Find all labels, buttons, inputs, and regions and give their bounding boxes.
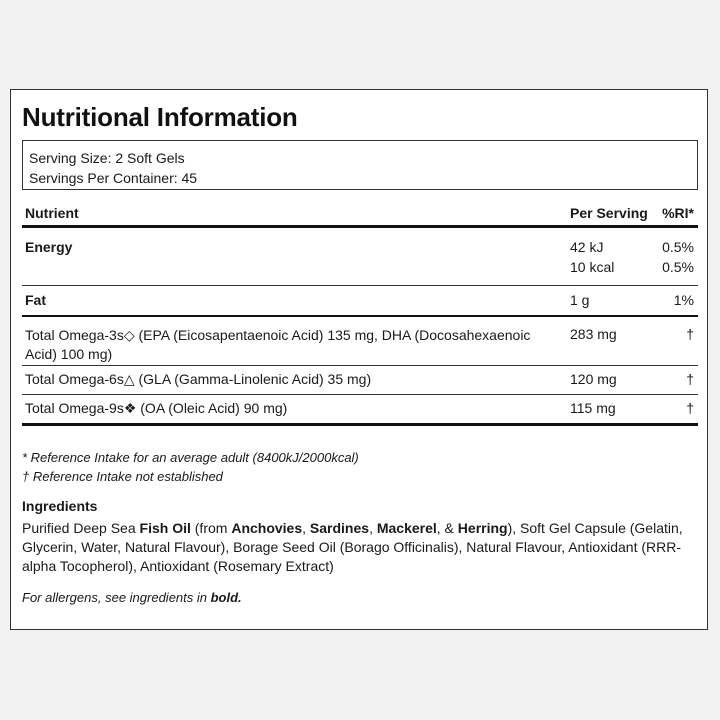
table-row-omega3 [22,317,698,366]
ingredient-part-bold: Herring [457,520,508,536]
omega3-label: Total Omega-3s◇ (EPA (Eicosapentaenoic Acid) 135 mg, DHA (Docosahexaenoic Acid) 100 mg) [25,327,531,362]
table-row-energy-kj [22,228,698,258]
ingredient-part: (from [190,520,232,536]
table-row-omega6 [22,366,698,395]
allergen-note-text: For allergens, see ingredients in [22,590,211,605]
footnotes [22,448,359,486]
energy-kcal-value: 10 kcal [570,259,615,275]
ingredient-part: , & [436,520,458,536]
table-header-row [22,200,698,228]
omega9-ri: † [686,400,694,416]
omega6-ri: † [686,371,694,387]
serving-info-box [22,140,698,190]
omega9-label: Total Omega-9s❖ (OA (Oleic Acid) 90 mg) [25,400,288,416]
ingredient-part: Purified Deep Sea [22,520,140,536]
ingredient-part-bold: Mackerel [376,520,437,536]
nutrition-panel [10,89,708,630]
ingredient-part-bold: Fish Oil [139,520,191,536]
table-row-fat [22,286,698,317]
ingredient-part: , [302,520,310,536]
ingredient-part-bold: Anchovies [231,520,303,536]
energy-label: Energy [25,239,73,255]
serving-size: Serving Size: 2 Soft Gels [29,150,185,166]
ingredient-part-bold: Sardines [309,520,370,536]
energy-kcal-ri: 0.5% [662,259,694,275]
omega6-label: Total Omega-6s△ (GLA (Gamma-Linolenic Acid) 35 mg) [25,371,372,387]
ingredient-part: , [369,520,377,536]
fat-label: Fat [25,292,46,308]
header-nutrient: Nutrient [25,205,79,221]
fat-ri: 1% [673,292,694,308]
nutrition-table [22,200,698,426]
footnote-dagger: † Reference Intake not established [22,469,223,484]
fat-value: 1 g [570,292,590,308]
header-per-serving: Per Serving [570,205,648,221]
omega3-ri: † [686,326,694,342]
omega9-value: 115 mg [570,400,616,416]
ingredients-heading: Ingredients [22,498,98,514]
ingredient-part: ), Soft Gel Capsule (Gelatin, Glycerin, Water, Natural Flavour), Borage Seed Oil (Borago Officinalis), Natural Flavour, Antioxidant (RRR-alpha Tocopherol), Antioxidant (Rosemary Extract) [22,520,683,574]
table-row-energy-kcal [22,258,698,286]
servings-per-container: Servings Per Container: 45 [29,170,198,186]
energy-kj-value: 42 kJ [570,239,604,255]
omega6-value: 120 mg [570,371,617,387]
footnote-reference-intake: * Reference Intake for an average adult (8400kJ/2000kcal) [22,450,359,465]
energy-kj-ri: 0.5% [662,239,694,255]
table-row-omega9 [22,395,698,426]
ingredients-text [22,519,698,576]
allergen-bold-word: bold. [210,590,242,605]
header-ri: %RI* [662,205,694,221]
allergen-note [22,590,242,605]
page-title: Nutritional Information [22,102,298,132]
omega3-value: 283 mg [570,326,617,342]
